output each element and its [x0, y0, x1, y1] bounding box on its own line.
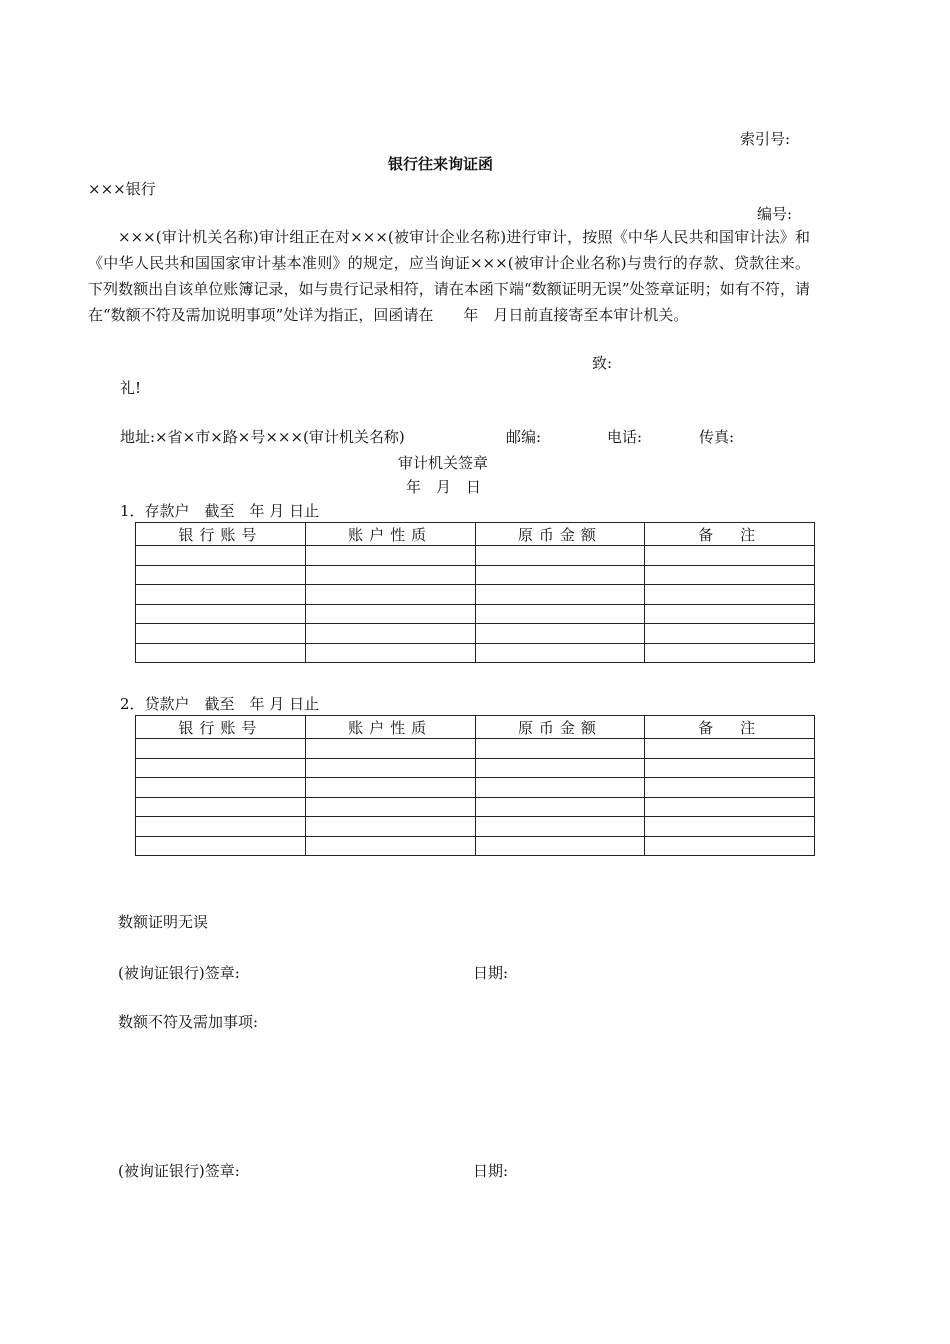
confirm-date-1: 日期: — [473, 964, 509, 982]
table-cell[interactable] — [475, 758, 645, 778]
table-cell[interactable] — [305, 624, 475, 644]
column-header: 银行账号 — [136, 716, 306, 739]
postcode: 邮编: — [506, 428, 542, 446]
seal-date: 年 月 日 — [406, 478, 482, 496]
deposit-heading: 1．存款户 截至 年 月 日止 — [120, 502, 320, 520]
letter-paragraph: ×××(审计机关名称)审计组正在对×××(被审计企业名称)进行审计，按照《中华人民共和国审计法》和《中华人民共和国国家审计基本准则》的规定，应当询证×××(被审计企业名称)与贵行的存款、贷款往来。下列数额出自该单位账簿记录，如与贵行记录相符，请在本函下端“数额证明无误”处签章证明；如有不符，请在“数额不符及需加说明事项”处详为指正，回函请在 年 月日前直接寄至本审计机关。 — [88, 228, 810, 324]
table-cell[interactable] — [305, 546, 475, 566]
table-row — [136, 778, 815, 798]
table-header-row — [136, 523, 815, 546]
loan-heading: 2．贷款户 截至 年 月 日止 — [120, 695, 320, 713]
table-cell[interactable] — [136, 836, 306, 856]
table-row — [136, 817, 815, 837]
table-cell[interactable] — [305, 797, 475, 817]
table-cell[interactable] — [645, 836, 815, 856]
table-cell[interactable] — [136, 565, 306, 585]
table-cell[interactable] — [645, 817, 815, 837]
table-header-row — [136, 716, 815, 739]
table-cell[interactable] — [305, 585, 475, 605]
table-cell[interactable] — [645, 546, 815, 566]
index-label: 索引号: — [740, 130, 791, 148]
confirm-correct: 数额证明无误 — [118, 913, 209, 931]
column-header: 备 注 — [645, 716, 815, 739]
deposit-table — [135, 522, 815, 663]
table-cell[interactable] — [475, 585, 645, 605]
table-cell[interactable] — [305, 604, 475, 624]
table-row — [136, 758, 815, 778]
table-row — [136, 546, 815, 566]
page-title: 银行往来询证函 — [388, 155, 494, 173]
table-cell[interactable] — [475, 739, 645, 759]
table-cell[interactable] — [645, 797, 815, 817]
salutation-to: 致: — [592, 354, 613, 372]
table-cell[interactable] — [136, 778, 306, 798]
table-cell[interactable] — [475, 797, 645, 817]
table-cell[interactable] — [475, 546, 645, 566]
table-cell[interactable] — [475, 778, 645, 798]
column-header: 银行账号 — [136, 523, 306, 546]
table-cell[interactable] — [136, 546, 306, 566]
table-cell[interactable] — [645, 604, 815, 624]
table-cell[interactable] — [475, 565, 645, 585]
column-header: 原币金额 — [475, 716, 645, 739]
table-cell[interactable] — [136, 604, 306, 624]
column-header: 原币金额 — [475, 523, 645, 546]
number-label: 编号: — [757, 205, 793, 223]
table-cell[interactable] — [645, 758, 815, 778]
table-cell[interactable] — [475, 643, 645, 663]
bank-name: ×××银行 — [88, 180, 156, 198]
table-cell[interactable] — [305, 836, 475, 856]
table-row — [136, 604, 815, 624]
table-cell[interactable] — [475, 624, 645, 644]
fax: 传真: — [699, 428, 735, 446]
table-row — [136, 643, 815, 663]
table-row — [136, 739, 815, 759]
regards: 礼! — [120, 379, 142, 397]
table-cell[interactable] — [136, 585, 306, 605]
table-cell[interactable] — [136, 624, 306, 644]
table-cell[interactable] — [645, 585, 815, 605]
table-cell[interactable] — [305, 565, 475, 585]
table-cell[interactable] — [305, 739, 475, 759]
table-cell[interactable] — [475, 836, 645, 856]
seal-label: 审计机关签章 — [398, 454, 489, 472]
address: 地址:×省×市×路×号×××(审计机关名称) — [120, 428, 405, 446]
confirm-sign-1: (被询证银行)签章: — [118, 964, 240, 982]
table-cell[interactable] — [305, 817, 475, 837]
table-cell[interactable] — [645, 778, 815, 798]
letter-body — [88, 224, 810, 328]
table-cell[interactable] — [645, 643, 815, 663]
table-cell[interactable] — [645, 565, 815, 585]
table-cell[interactable] — [475, 817, 645, 837]
table-cell[interactable] — [136, 797, 306, 817]
column-header: 账户性质 — [305, 523, 475, 546]
table-cell[interactable] — [305, 778, 475, 798]
table-cell[interactable] — [645, 624, 815, 644]
loan-table — [135, 715, 815, 856]
table-cell[interactable] — [475, 604, 645, 624]
table-row — [136, 585, 815, 605]
table-row — [136, 624, 815, 644]
table-cell[interactable] — [136, 817, 306, 837]
confirm-sign-2: (被询证银行)签章: — [118, 1162, 240, 1180]
table-cell[interactable] — [305, 758, 475, 778]
column-header: 账户性质 — [305, 716, 475, 739]
phone: 电话: — [607, 428, 643, 446]
table-cell[interactable] — [136, 739, 306, 759]
table-row — [136, 797, 815, 817]
table-cell[interactable] — [136, 758, 306, 778]
table-cell[interactable] — [645, 739, 815, 759]
table-row — [136, 836, 815, 856]
confirm-discrepancy: 数额不符及需加事项: — [118, 1013, 259, 1031]
table-row — [136, 565, 815, 585]
confirm-date-2: 日期: — [473, 1162, 509, 1180]
table-cell[interactable] — [305, 643, 475, 663]
table-cell[interactable] — [136, 643, 306, 663]
column-header: 备 注 — [645, 523, 815, 546]
